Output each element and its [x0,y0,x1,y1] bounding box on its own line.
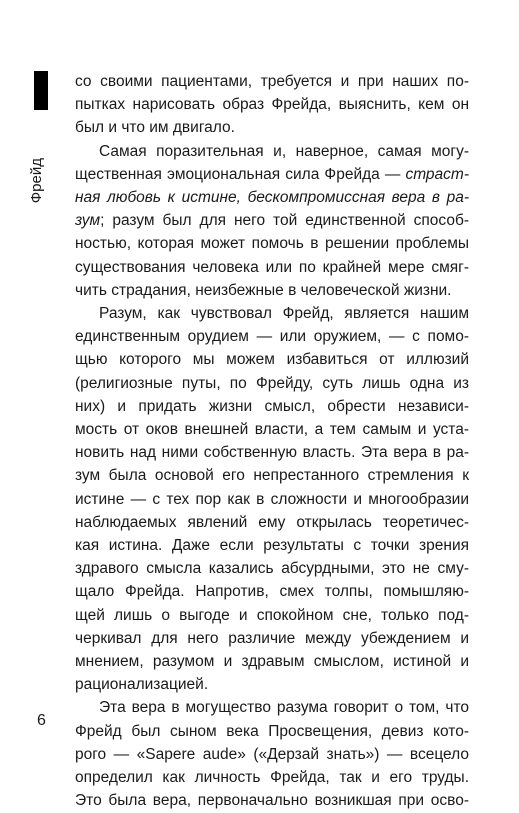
text-line: новить над ними собственную власть. Эта вера в ра- [75,444,469,462]
running-head-bar [34,71,48,110]
text-line: здравого смысла казались абсурдными, это не сму- [75,560,469,578]
text-line: был и что им двигало. [75,119,235,137]
text-line: зум была основой его непрестанного стремления к [75,467,469,485]
page-number: 6 [37,712,46,729]
text-line: чить страдания, неизбежные в человеческой жизни. [75,281,452,299]
text-line: рого — «Sapere aude» («Дерзай знать») — всецело [75,745,469,763]
text-run: щественная эмоциональная сила Фрейда — [75,165,406,183]
text-line: щью которого мы можем избавиться от иллюзий [75,351,469,369]
text-line: Разум, как чувствовал Фрейд, является нашим [99,305,469,323]
text-line: Это была вера, первоначально возникшая при осво- [75,792,469,810]
text-line: определил как личность Фрейда, так и его труды. [75,769,469,787]
paragraph [75,302,469,696]
text-line: щало Фрейда. Напротив, смех толпы, помышляю- [75,583,469,601]
text-line [75,209,469,232]
italic-text: зум [75,212,101,230]
text-line: существования человека или по крайней мере смяг- [75,258,469,276]
text-line: наблюдаемых явлений ему открылась теоретичес- [75,513,469,531]
text-line: пытках нарисовать образ Фрейда, выяснить, кем он [75,96,469,114]
italic-text: страст- [405,165,469,183]
paragraph [75,140,469,302]
text-line: Самая поразительная и, наверное, самая могу- [99,142,469,160]
text-line: истине — с тех пор как в сложности и многообразии [75,490,469,508]
text-line: рационализацией. [75,676,209,694]
text-line [75,163,469,186]
text-run: ; разум был для него той единственной способ- [100,212,469,230]
text-line: ностью, которая может помочь в решении проблемы [75,235,469,253]
text-line: (религиозные путы, по Фрейду, суть лишь одна из [75,374,469,392]
paragraph [75,70,469,140]
text-line: Эта вера в могущество разума говорит о том, что [99,699,469,717]
running-head: Фрейд [28,158,45,204]
text-line: мнением, разумом и здравым смыслом, истиной и [75,653,469,671]
text-line: черкивал для него различие между убеждением и [75,629,469,647]
text-line: со своими пациентами, требуется и при наших по- [75,73,469,90]
text-line: них) и придать жизни смысл, обрести независи- [75,397,469,415]
italic-text: ная любовь к истине, бескомпромиссная вера в ра- [75,189,469,207]
text-line: кая истина. Даже если результаты с точки зрения [75,537,469,555]
text-line [75,186,469,209]
body-text [75,70,469,813]
text-line: единственным орудием — или оружием, — с помо- [75,328,469,346]
text-line: Фрейд был сыном века Просвещения, девиз кото- [75,722,469,740]
text-line: щей лишь о выгоде и спокойном сне, только под- [75,606,469,624]
paragraph [75,696,469,812]
text-line: мость от оков внешней власти, а тем самым и уста- [75,421,469,439]
